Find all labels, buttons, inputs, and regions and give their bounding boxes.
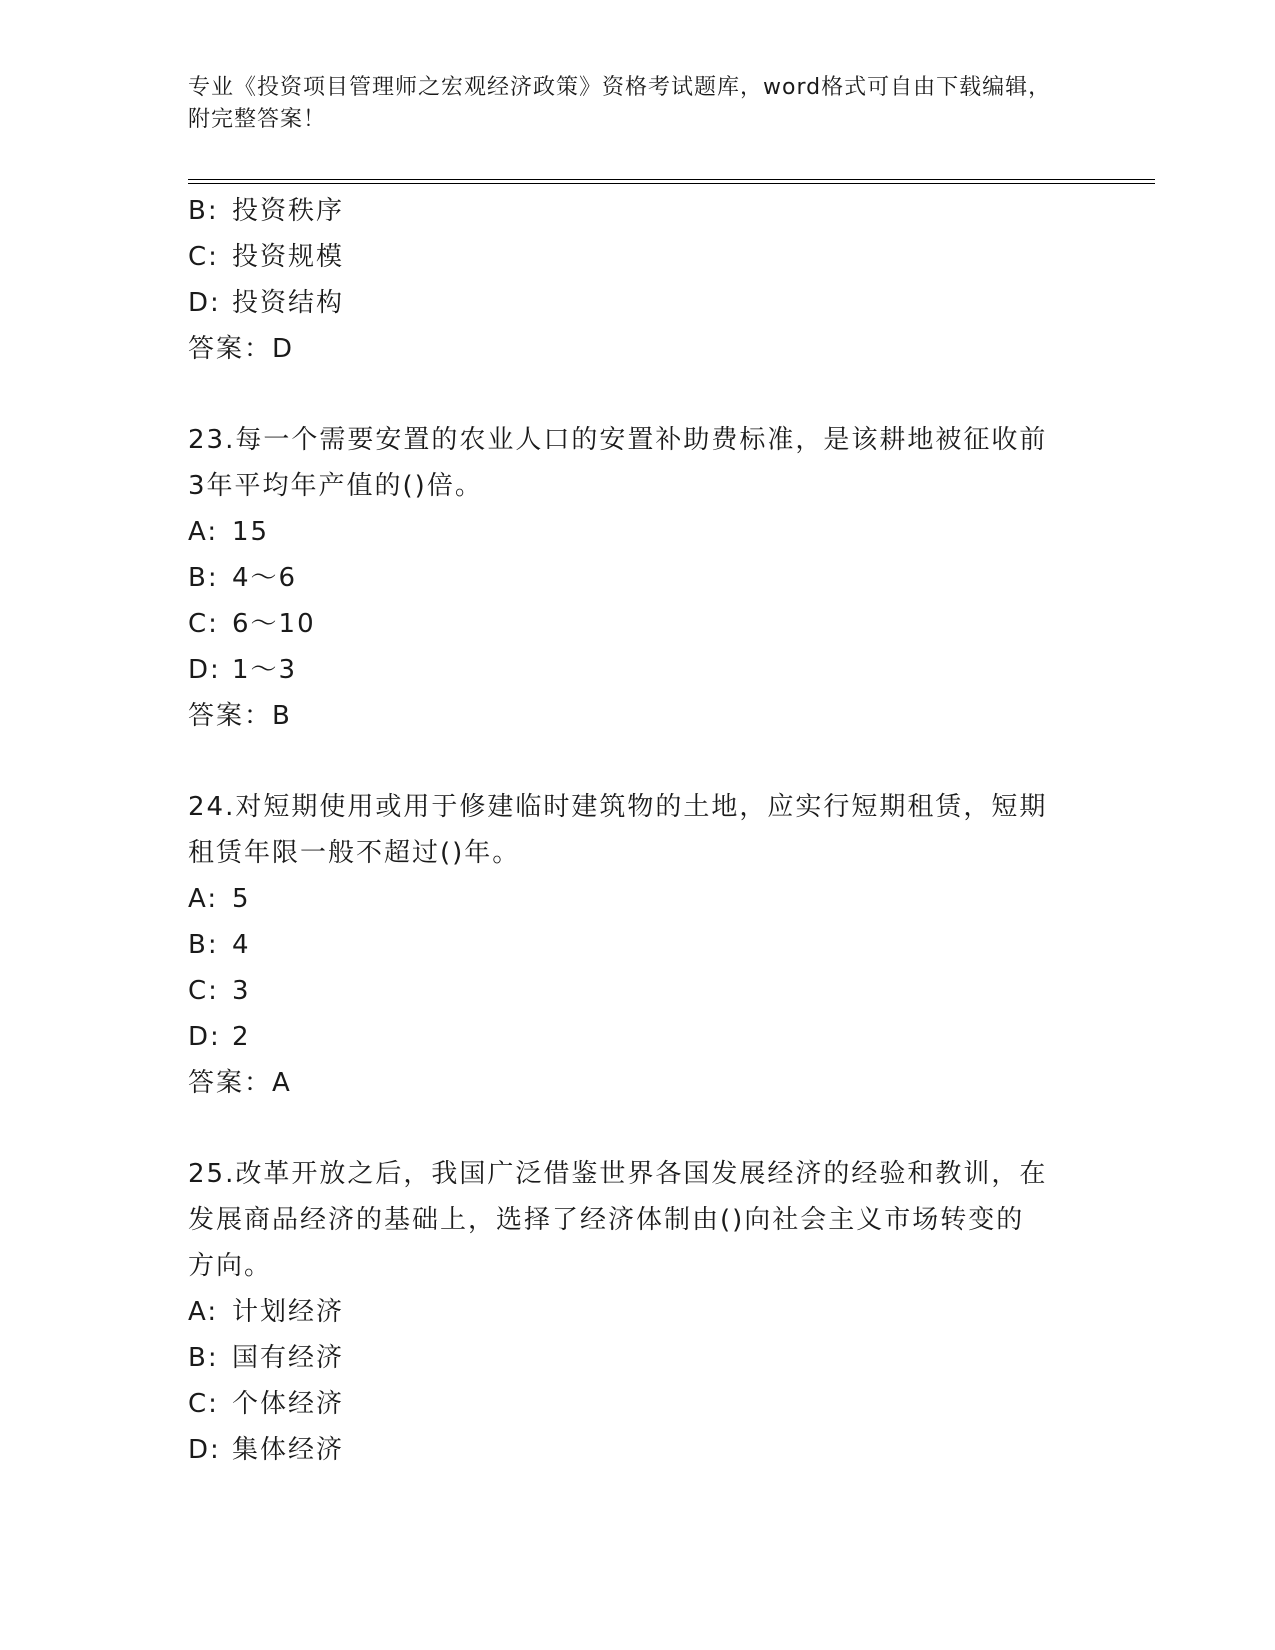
question-text-line: 23.每一个需要安置的农业人口的安置补助费标准，是该耕地被征收前 — [188, 425, 1048, 455]
spacer — [188, 739, 1088, 784]
question-23 — [188, 417, 1088, 739]
option-c: C: 个体经济 — [188, 1389, 345, 1419]
spacer — [188, 1106, 1088, 1151]
question-25 — [188, 1151, 1088, 1473]
spacer — [188, 372, 1088, 417]
option-b: B: 4～6 — [188, 563, 298, 593]
header-rule-top — [188, 179, 1155, 180]
option-c: C: 投资规模 — [188, 242, 345, 272]
question-text-line: 发展商品经济的基础上，选择了经济体制由()向社会主义市场转变的 — [188, 1205, 1025, 1235]
answer: 答案：D — [188, 334, 295, 364]
option-c: C: 3 — [188, 976, 251, 1006]
option-a: A: 15 — [188, 517, 270, 547]
question-text-line: 租赁年限一般不超过()年。 — [188, 838, 521, 868]
option-a: A: 5 — [188, 884, 251, 914]
option-b: B: 4 — [188, 930, 251, 960]
option-c: C: 6～10 — [188, 609, 316, 639]
question-text-line: 24.对短期使用或用于修建临时建筑物的土地，应实行短期租赁，短期 — [188, 792, 1048, 822]
question-text-line: 25.改革开放之后，我国广泛借鉴世界各国发展经济的经验和教训，在 — [188, 1159, 1048, 1189]
answer: 答案：B — [188, 701, 292, 731]
option-d: D: 集体经济 — [188, 1435, 345, 1465]
question-text-line: 方向。 — [188, 1251, 273, 1281]
option-b: B: 投资秩序 — [188, 196, 345, 226]
answer: 答案：A — [188, 1068, 292, 1098]
option-d: D: 2 — [188, 1022, 251, 1052]
page-header — [188, 72, 1068, 136]
question-24 — [188, 784, 1088, 1106]
option-b: B: 国有经济 — [188, 1343, 345, 1373]
question-text-line: 3年平均年产值的()倍。 — [188, 471, 483, 501]
question-partial — [188, 188, 1088, 372]
option-d: D: 1～3 — [188, 655, 298, 685]
header-title: 专业《投资项目管理师之宏观经济政策》资格考试题库，word格式可自由下载编辑，附完整答案！ — [188, 75, 1052, 132]
option-d: D: 投资结构 — [188, 288, 345, 318]
header-rule-bottom — [188, 183, 1155, 184]
option-a: A: 计划经济 — [188, 1297, 345, 1327]
question-list — [188, 188, 1088, 1473]
